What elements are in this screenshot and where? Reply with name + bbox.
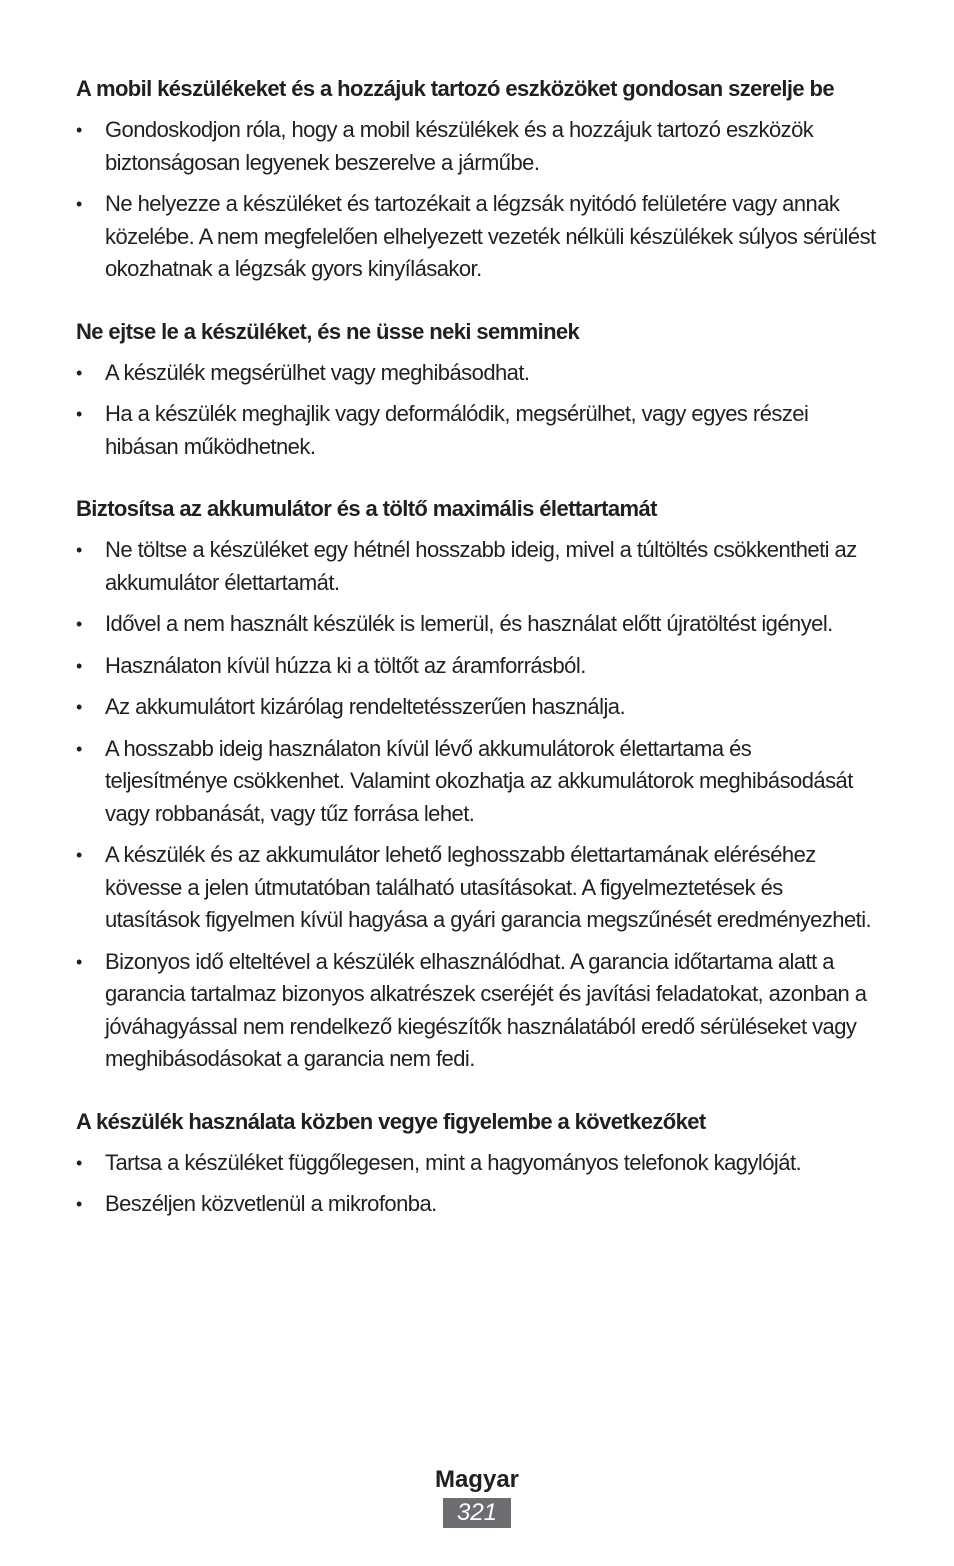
- section-title: Ne ejtse le a készüléket, és ne üsse neki semminek: [76, 318, 580, 344]
- section-battery: [76, 492, 876, 1076]
- section-title: A készülék használata közben vegye figyelembe a következőket: [76, 1108, 706, 1134]
- footer-language: Magyar: [434, 1466, 520, 1493]
- list-item: • Tartsa a készüléket függőlegesen, mint a hagyományos telefonok kagylóját.: [76, 1147, 876, 1180]
- list-item: • Ne helyezze a készüléket és tartozékait a légzsák nyitódó felületére vagy annak közelébe. A nem megfelelően elhelyezett vezeték nélküli készülékek súlyos sérülést okozhatnak a légzsák gyors kinyílásakor.: [76, 188, 876, 286]
- bullet-list: [76, 114, 876, 286]
- document-body: [76, 72, 876, 1250]
- list-item: • Bizonyos idő elteltével a készülék elhasználódhat. A garancia időtartama alatt a garancia tartalmaz bizonyos alkatrészek cseréjét és javítási feladatokat, azonban a jóváhagyással nem rendelkező kiegészítők használatából eredő sérüléseket vagy meghibásodásokat a garancia nem fedi.: [76, 946, 876, 1076]
- page-footer: [0, 1462, 954, 1528]
- page-number: 321: [443, 1498, 511, 1528]
- list-item: • Idővel a nem használt készülék is lemerül, és használat előtt újratöltést igényel.: [76, 608, 876, 641]
- list-item: • Beszéljen közvetlenül a mikrofonba.: [76, 1188, 876, 1221]
- section-title: Biztosítsa az akkumulátor és a töltő maximális élettartamát: [76, 496, 657, 521]
- section-usage: [76, 1105, 876, 1221]
- section-title: A mobil készülékeket és a hozzájuk tartozó eszközöket gondosan szerelje be: [76, 76, 835, 101]
- list-item: • Használaton kívül húzza ki a töltőt az áramforrásból.: [76, 650, 876, 683]
- list-item: • A hosszabb ideig használaton kívül lévő akkumulátorok élettartama és teljesítménye csökkenhet. Valamint okozhatja az akkumulátorok meghibásodását vagy robbanását, vagy tűz forrása lehet.: [76, 733, 876, 831]
- section-drop: [76, 315, 876, 464]
- list-item: • Ha a készülék meghajlik vagy deformálódik, megsérülhet, vagy egyes részei hibásan működhetnek.: [76, 398, 876, 463]
- list-item: • Az akkumulátort kizárólag rendeltetésszerűen használja.: [76, 691, 876, 724]
- list-item: • Gondoskodjon róla, hogy a mobil készülékek és a hozzájuk tartozó eszközök biztonságosan legyenek beszerelve a járműbe.: [76, 114, 876, 179]
- bullet-list: [76, 1147, 876, 1221]
- list-item: • A készülék megsérülhet vagy meghibásodhat.: [76, 357, 876, 390]
- section-mounting: [76, 72, 876, 286]
- list-item: • A készülék és az akkumulátor lehető leghosszabb élettartamának eléréséhez kövesse a jelen útmutatóban található utasításokat. A figyelmeztetések és utasítások figyelmen kívül hagyása a gyári garancia megszűnését eredményezheti.: [76, 839, 876, 937]
- bullet-list: [76, 357, 876, 464]
- bullet-list: [76, 534, 876, 1076]
- list-item: • Ne töltse a készüléket egy hétnél hosszabb ideig, mivel a túltöltés csökkentheti az akkumulátor élettartamát.: [76, 534, 876, 599]
